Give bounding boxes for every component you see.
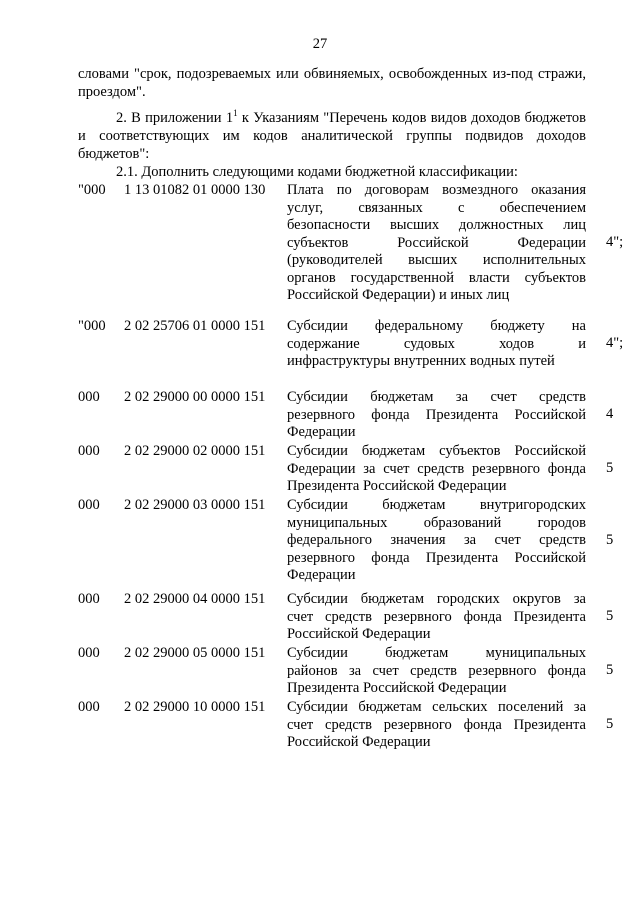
row-description-line: Российской Федерации <box>287 626 431 642</box>
row-description-line: счет средств резервного фонда Президента <box>287 716 586 733</box>
row-suffix: 5 <box>606 608 614 624</box>
row-description-line: счет средств резервного фонда Президента <box>287 608 586 625</box>
row-prefix: 000 <box>78 443 100 459</box>
row-description-line: Субсидии бюджетам городских округов за <box>287 591 586 607</box>
row-prefix: 000 <box>78 645 100 661</box>
row-description <box>287 699 586 752</box>
row-description-line: Президента Российской Федерации <box>287 680 507 696</box>
point-2-1: 2.1. Дополнить следующими кодами бюджетной классификации: <box>116 164 518 180</box>
row-description-line: безопасности высших должностных лиц <box>287 217 586 233</box>
row-suffix: 4"; <box>606 234 624 250</box>
row-suffix: 5 <box>606 662 614 678</box>
row-description <box>287 182 586 305</box>
point-2-line-3: бюджетов": <box>78 146 150 162</box>
row-description-line: Федерации <box>287 567 356 583</box>
row-description-line: Президента Российской Федерации <box>287 478 507 494</box>
row-description <box>287 318 586 371</box>
row-code: 2 02 29000 02 0000 151 <box>124 443 266 459</box>
row-description-line: Федерации за счет средств резервного фонда <box>287 460 586 477</box>
row-description <box>287 591 586 644</box>
intro-line-2: проездом". <box>78 84 146 100</box>
point-2-line-1: 2. В приложении $1^1$ к Указаниям "Перечень кодов видов доходов бюджетов <box>116 108 586 126</box>
row-description-line: районов за счет средств резервного фонда <box>287 662 586 679</box>
row-code: 2 02 29000 04 0000 151 <box>124 591 266 607</box>
row-code: 2 02 29000 03 0000 151 <box>124 497 266 513</box>
row-code: 1 13 01082 01 0000 130 <box>124 182 266 198</box>
row-description-line: (руководителей высших исполнительных <box>287 252 586 268</box>
row-description-line: услуг, связанных с обеспечением <box>287 199 586 216</box>
point-2-line-2: и соответствующих им кодов аналитической группы подвидов доходов <box>78 128 586 144</box>
row-description-line: резервного фонда Президента Российской <box>287 406 586 423</box>
row-description-line: Федерации <box>287 424 356 440</box>
intro-line-1: словами "срок, подозреваемых или обвиняемых, освобожденных из-под стражи, <box>78 66 586 82</box>
row-prefix: 000 <box>78 389 100 405</box>
row-description-line: Российской Федерации <box>287 734 431 750</box>
row-prefix: 000 <box>78 699 100 715</box>
row-suffix: 4"; <box>606 335 624 351</box>
row-code: 2 02 29000 00 0000 151 <box>124 389 266 405</box>
row-description-line: федерального значения за счет средств <box>287 532 586 548</box>
row-code: 2 02 29000 10 0000 151 <box>124 699 266 715</box>
row-prefix: 000 <box>78 497 100 513</box>
row-description-line: Субсидии федеральному бюджету на <box>287 318 586 334</box>
row-description <box>287 389 586 442</box>
row-prefix: "000 <box>78 182 106 198</box>
row-description-line: Субсидии бюджетам муниципальных <box>287 645 586 661</box>
row-description-line: Субсидии бюджетам внутригородских <box>287 497 586 513</box>
row-description-line: Плата по договорам возмездного оказания <box>287 182 586 198</box>
row-suffix: 5 <box>606 716 614 732</box>
row-suffix: 5 <box>606 532 614 548</box>
row-description-line: содержание судовых ходов и <box>287 335 586 352</box>
row-description-line: Субсидии бюджетам сельских поселений за <box>287 699 586 715</box>
row-description-line: органов государственной власти субъектов <box>287 269 586 286</box>
row-prefix: "000 <box>78 318 106 334</box>
row-description-line: резервного фонда Президента Российской <box>287 549 586 566</box>
row-description-line: Субсидии бюджетам субъектов Российской <box>287 443 586 459</box>
page-number: 27 <box>312 36 328 52</box>
row-description-line: субъектов Российской Федерации <box>287 234 586 251</box>
row-prefix: 000 <box>78 591 100 607</box>
row-description-line: Российской Федерации) и иных лиц <box>287 287 510 303</box>
row-code: 2 02 25706 01 0000 151 <box>124 318 266 334</box>
row-suffix: 5 <box>606 460 614 476</box>
row-description <box>287 645 586 698</box>
row-description-line: муниципальных образований городов <box>287 514 586 531</box>
row-description <box>287 497 586 585</box>
row-description-line: Субсидии бюджетам за счет средств <box>287 389 586 405</box>
row-code: 2 02 29000 05 0000 151 <box>124 645 266 661</box>
row-suffix: 4 <box>606 406 614 422</box>
row-description-line: инфраструктуры внутренних водных путей <box>287 353 555 369</box>
row-description <box>287 443 586 496</box>
